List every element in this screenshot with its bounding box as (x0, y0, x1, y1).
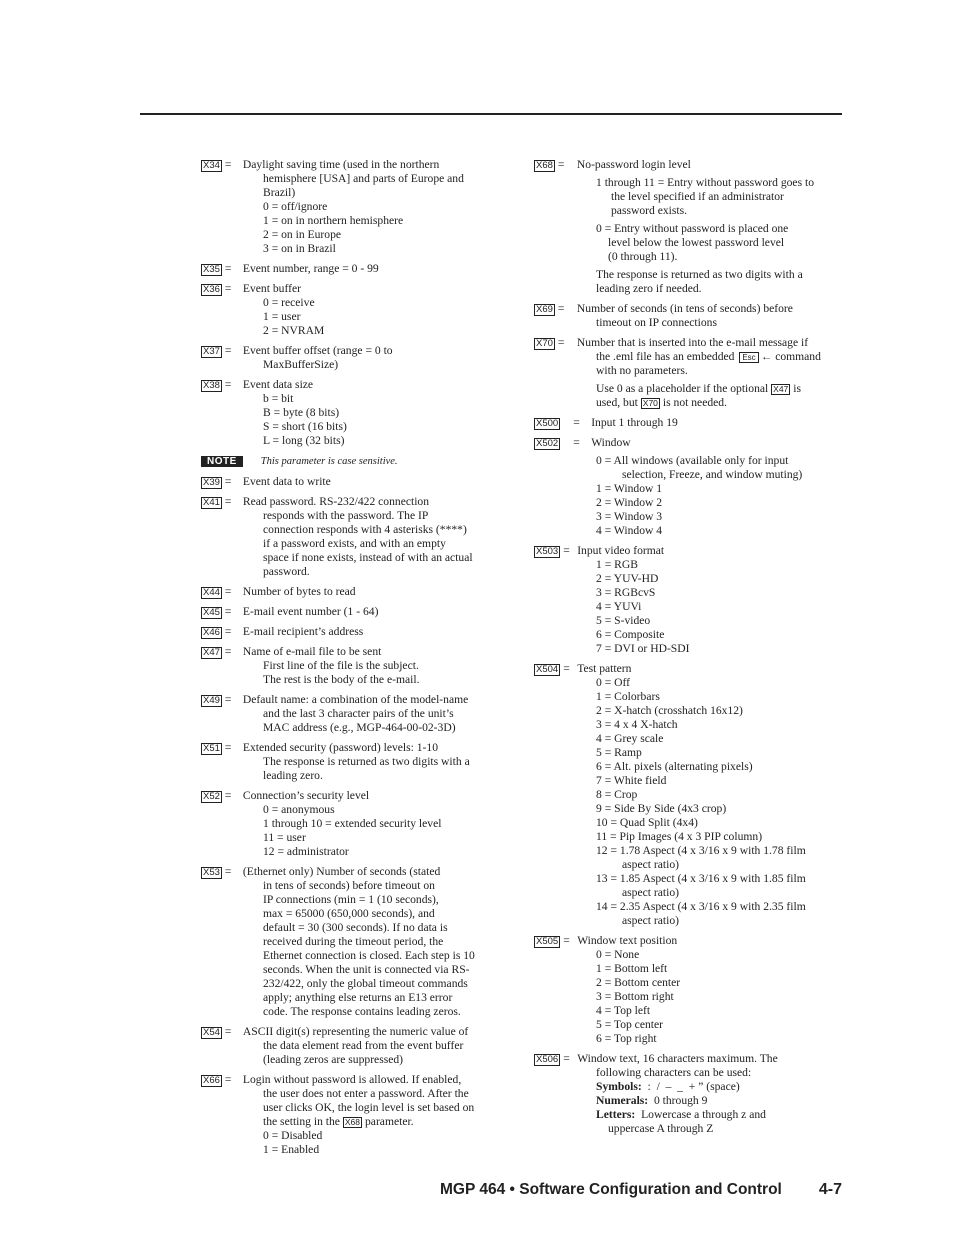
variable-x70-ref: X70 (642, 398, 658, 408)
variable-x38: X38 (203, 380, 220, 391)
entry-x54: X54 = ASCII digit(s) representing the numeric value of the data element read from the event buffer (leading zeros are suppressed) (203, 1025, 469, 1066)
variable-x68-ref: X68 (344, 1117, 360, 1127)
variable-x35: X35 (203, 264, 220, 275)
variable-x36: X36 (203, 284, 220, 295)
header-rule (140, 113, 842, 115)
entry-x34: X34 = Daylight saving time (used in the northern hemisphere [USA] and parts of Europe and Brazil) 0 = off/ignore 1 = on in northern hemisphere 2 = on in Europe 3 = on in Brazil (203, 158, 464, 255)
entry-x502: X502 = Window 0 = All windows (available only for input selection, Freeze, and window muting) 1 = Window 1 2 = Window 2 3 = Window 3 4 = Window 4 (536, 436, 803, 537)
left-column (201, 158, 501, 1163)
variable-x44: X44 (203, 587, 220, 598)
arrow-left-icon: ← (760, 350, 773, 363)
entry-x35: X35 = Event number, range = 0 - 99 (203, 262, 379, 275)
entry-x39: X39 = Event data to write (203, 475, 331, 488)
entry-x504: X504 = Test pattern 0 = Off 1 = Colorbars 2 = X-hatch (crosshatch 16x12) 3 = 4 x 4 X-hatch 4 = Grey scale 5 = Ramp 6 = Alt. pixels (alternating pixels) 7 = White field 8 = Crop 9 = Side By Side (4x3 crop) 10 = Quad Split (4x4) 11 = Pip Images (4 x 3 PIP column) 12 = 1.78 Aspect (4 x 3/16 x 9 with 1.78 film aspect ratio) 13 = 1.85 Aspect (4 x 3/16 x 9 with 1.85 film aspect ratio) 14 = 2.35 Aspect (4 x 3/16 x 9 with 2.35 film aspect ratio) (536, 662, 806, 927)
entry-x66: X66 = Login without password is allowed. If enabled, the user does not enter a password. After the user clicks OK, the login level is set based on the setting in the X68 parameter. 0 = Disabled 1 = Enabled (203, 1073, 475, 1156)
variable-x46: X46 (203, 627, 220, 638)
variable-x68: X68 (536, 160, 553, 171)
entry-x505: X505 = Window text position 0 = None 1 = Bottom left 2 = Bottom center 3 = Bottom right 4 = Top left 5 = Top center 6 = Top right (536, 934, 681, 1045)
entry-x44: X44 = Number of bytes to read (203, 585, 356, 598)
variable-x505: X505 (536, 936, 559, 947)
variable-x506: X506 (536, 1054, 559, 1065)
note-text: This parameter is case sensitive. (260, 456, 398, 467)
variable-x49: X49 (203, 695, 220, 706)
entry-x46: X46 = E-mail recipient’s address (203, 625, 364, 638)
entry-x503: X503 = Input video format 1 = RGB 2 = YUV-HD 3 = RGBcvS 4 = YUVi 5 = S-video 6 = Composite 7 = DVI or HD-SDI (536, 544, 690, 655)
entry-x37: X37 = Event buffer offset (range = 0 to MaxBufferSize) (203, 344, 393, 371)
variable-x53: X53 (203, 867, 220, 878)
variable-x66: X66 (203, 1075, 220, 1086)
footer-title: MGP 464 • Software Configuration and Control (440, 1181, 782, 1198)
page-number: 4-7 (818, 1181, 842, 1198)
variable-x39: X39 (203, 477, 220, 488)
right-column (534, 158, 846, 1142)
variable-x504: X504 (536, 664, 559, 675)
variable-x47: X47 (203, 647, 220, 658)
entry-x45: X45 = E-mail event number (1 - 64) (203, 605, 379, 618)
entry-x500: X500 = Input 1 through 19 (536, 416, 678, 429)
note-badge: NOTE (201, 456, 243, 467)
page-footer (440, 1183, 842, 1205)
note-case-sensitive (201, 454, 501, 469)
entry-x47: X47 = Name of e-mail file to be sent First line of the file is the subject. The rest is the body of the e-mail. (203, 645, 420, 686)
variable-x503: X503 (536, 546, 559, 557)
variable-x37: X37 (203, 346, 220, 357)
entry-x68: X68 = No-password login level 1 through 11 = Entry without password goes to the level specified if an administrator password exists. 0 = Entry without password is placed one level below the lowest password level (0 through 11). The response is returned as two digits with a leading zero if needed. (536, 158, 814, 295)
entry-x41: X41 = Read password. RS-232/422 connection responds with the password. The IP connection responds with 4 asterisks (****) if a password exists, and with an empty space if none exists, instead of with an actual password. (203, 495, 473, 578)
variable-x51: X51 (203, 743, 220, 754)
variable-x500: X500 (536, 418, 559, 429)
variable-x47-ref: X47 (773, 384, 789, 394)
esc-key-icon: Esc (739, 352, 758, 363)
variable-x45: X45 (203, 607, 220, 618)
variable-x34: X34 (203, 160, 220, 171)
variable-x52: X52 (203, 791, 220, 802)
entry-x38: X38 = Event data size b = bit B = byte (8 bits) S = short (16 bits) L = long (32 bits) (203, 378, 347, 447)
variable-x70: X70 (536, 338, 553, 349)
entry-x36: X36 = Event buffer 0 = receive 1 = user 2 = NVRAM (203, 282, 325, 337)
entry-x51: X51 = Extended security (password) levels: 1-10 The response is returned as two digits with a leading zero. (203, 741, 470, 782)
variable-x54: X54 (203, 1027, 220, 1038)
entry-x52: X52 = Connection’s security level 0 = anonymous 1 through 10 = extended security level 11 = user 12 = administrator (203, 789, 442, 858)
entry-x70: X70 = Number that is inserted into the e-mail message if the .eml file has an embedded Esc ← command with no parameters. Use 0 as a placeholder if the optional X47 is used, but X70 is not needed. (536, 336, 821, 409)
entry-x506: X506 = Window text, 16 characters maximum. The following characters can be used: Symbols: : / – _ + ” (space) Numerals: 0 through 9 Letters: Lowercase a through z and uppercase A through Z (536, 1052, 778, 1135)
entry-x49: X49 = Default name: a combination of the model-name and the last 3 character pairs of the unit’s MAC address (e.g., MGP-464-00-02-3D) (203, 693, 469, 734)
entry-x53: X53 = (Ethernet only) Number of seconds (stated in tens of seconds) before timeout on IP connections (min = 1 (10 seconds), max = 65000 (650,000 seconds), and default = 30 (300 seconds). If no data is received during the timeout period, the Ethernet connection is closed. Each step is 10 seconds. When the unit is connected via RS- 232/422, only the global timeout commands apply; anything else returns an E13 error code. The response contains leading zeros. (203, 865, 475, 1018)
entry-x69: X69 = Number of seconds (in tens of seconds) before timeout on IP connections (536, 302, 793, 329)
variable-x41: X41 (203, 497, 220, 508)
variable-x69: X69 (536, 304, 553, 315)
variable-x502: X502 (536, 438, 559, 449)
